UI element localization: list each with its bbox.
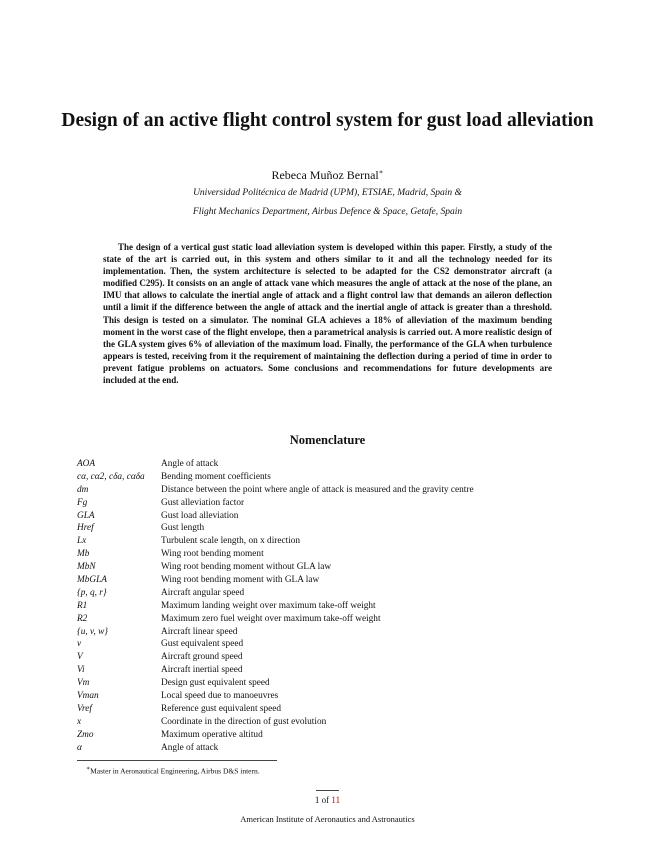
nomenclature-description: Maximum operative altitud <box>161 729 263 740</box>
nomenclature-symbol: α <box>77 742 82 753</box>
nomenclature-row <box>77 458 597 471</box>
nomenclature-row <box>77 613 597 626</box>
nomenclature-symbol: Vman <box>77 691 99 702</box>
nomenclature-row <box>77 535 597 548</box>
nomenclature-symbol: Vm <box>77 678 90 689</box>
nomenclature-symbol: MbN <box>77 562 96 573</box>
nomenclature-row <box>77 600 597 613</box>
nomenclature-symbol: V <box>77 652 83 663</box>
page-of-label: of <box>321 795 330 805</box>
nomenclature-description: Aircraft ground speed <box>161 652 243 663</box>
nomenclature-row <box>77 510 597 523</box>
page-total-link[interactable]: 11 <box>331 795 341 805</box>
nomenclature-symbol: {p, q, r} <box>77 587 107 598</box>
nomenclature-description: Gust load alleviation <box>161 510 239 521</box>
author <box>0 168 655 183</box>
nomenclature-symbol: Vi <box>77 665 85 676</box>
nomenclature-row <box>77 703 597 716</box>
nomenclature-symbol: Zmo <box>77 729 94 740</box>
nomenclature-description: Angle of attack <box>161 742 219 753</box>
nomenclature-heading: Nomenclature <box>289 433 366 447</box>
journal-name: American Institute of Aeronautics and Astronautics <box>240 814 415 824</box>
footnote <box>86 765 260 776</box>
nomenclature-description: Aircraft inertial speed <box>161 665 243 676</box>
nomenclature-row <box>77 497 597 510</box>
nomenclature-symbol: dm <box>77 484 89 495</box>
footnote-text: Master in Aeronautical Engineering, Airbus D&S intern. <box>90 766 260 776</box>
nomenclature-symbol: Href <box>77 523 94 534</box>
footnote-divider <box>77 760 277 761</box>
nomenclature-description: Aircraft angular speed <box>161 587 245 598</box>
nomenclature-row <box>77 677 597 690</box>
page-current: 1 <box>314 795 320 805</box>
nomenclature-row <box>77 716 597 729</box>
author-name: Rebeca Muñoz Bernal <box>271 168 379 182</box>
nomenclature-symbol: Lx <box>77 536 87 547</box>
nomenclature-row <box>77 484 597 497</box>
nomenclature-description: Maximum landing weight over maximum take-off weight <box>161 600 376 611</box>
nomenclature-description: Gust alleviation factor <box>161 497 245 508</box>
nomenclature-row <box>77 471 597 484</box>
affiliation-2: Flight Mechanics Department, Airbus Defence & Space, Getafe, Spain <box>192 207 463 217</box>
page-number <box>0 795 655 805</box>
nomenclature-description: Bending moment coefficients <box>161 471 271 482</box>
nomenclature-list <box>77 458 597 754</box>
nomenclature-description: Maximum zero fuel weight over maximum take-off weight <box>161 613 381 624</box>
nomenclature-symbol: {u, v, w} <box>77 626 109 637</box>
nomenclature-symbol: GLA <box>77 510 95 521</box>
nomenclature-description: Design gust equivalent speed <box>161 678 270 689</box>
nomenclature-description: Gust equivalent speed <box>161 639 244 650</box>
nomenclature-description: Aircraft linear speed <box>161 626 238 637</box>
nomenclature-row <box>77 729 597 742</box>
nomenclature-symbol: x <box>77 716 82 727</box>
nomenclature-description: Wing root bending moment <box>161 549 264 560</box>
nomenclature-symbol: cα, cα2, cδa, cαδa <box>77 471 145 482</box>
nomenclature-row <box>77 742 597 755</box>
nomenclature-symbol: AOA <box>77 459 96 469</box>
nomenclature-symbol: Fg <box>77 497 88 508</box>
nomenclature-symbol: Mb <box>77 549 90 560</box>
nomenclature-description: Reference gust equivalent speed <box>161 703 282 714</box>
nomenclature-description: Local speed due to manoeuvres <box>161 691 279 702</box>
nomenclature-description: Distance between the point where angle of attack is measured and the gravity centre <box>161 484 474 495</box>
abstract: The design of a vertical gust static load alleviation system is developed within this paper. Firstly, a study of the state of the art is carried out, in this system and others similar to it and all the technology needed for its implementation. Then, the system architecture is selected to be adapted for the CS2 demonstrator aircraft (a modified C295). It consists on an angle of attack vane which measures the angle of attack at the nose of the plane, an IMU that allows to calculate the inertial angle of attack and a flight control law that demands an aileron deflection until a limit if the difference between the angle of attack and the inertial angle of attack is greater than a threshold. This design is tested on a simulator. The nominal GLA achieves a 18% of alleviation of the maximum bending moment in the worst case of the flight envelope, then a parametrical analysis is carried out. A more realistic design of the GLA system gives 6% of alleviation of the maximum load. Finally, the performance of the GLA when turbulence appears is tested, receiving from it the requirement of maintaining the deflection during a period of time in order to prevent fatigue problems on actuators. Some conclusions and recommendations for future developments are included at the end. <box>103 242 552 386</box>
nomenclature-row <box>77 522 597 535</box>
nomenclature-description: Coordinate in the direction of gust evolution <box>161 716 327 727</box>
nomenclature-row <box>77 548 597 561</box>
nomenclature-description: Gust length <box>161 523 205 534</box>
nomenclature-description: Wing root bending moment without GLA law <box>161 562 332 573</box>
nomenclature-row <box>77 587 597 600</box>
nomenclature-symbol: Vref <box>77 703 92 714</box>
nomenclature-row <box>77 638 597 651</box>
affiliation-1: Universidad Politécnica de Madrid (UPM), ETSIAE, Madrid, Spain & <box>193 188 462 198</box>
nomenclature-row <box>77 626 597 639</box>
nomenclature-symbol: MbGLA <box>77 575 107 586</box>
nomenclature-description: Turbulent scale length, on x direction <box>161 536 301 547</box>
nomenclature-symbol: R2 <box>77 613 88 624</box>
nomenclature-symbol: v <box>77 639 82 650</box>
paper-title: Design of an active flight control system for gust load alleviation <box>61 110 594 131</box>
nomenclature-description: Wing root bending moment with GLA law <box>161 575 320 586</box>
nomenclature-row <box>77 690 597 703</box>
nomenclature-symbol: R1 <box>77 600 88 611</box>
page-number-divider <box>316 790 339 791</box>
nomenclature-row <box>77 651 597 664</box>
nomenclature-row <box>77 574 597 587</box>
nomenclature-row <box>77 664 597 677</box>
footnote-mark: ∗ <box>86 766 91 772</box>
nomenclature-description: Angle of attack <box>161 459 219 469</box>
author-footnote-mark[interactable]: ∗ <box>378 168 384 176</box>
nomenclature-row <box>77 561 597 574</box>
